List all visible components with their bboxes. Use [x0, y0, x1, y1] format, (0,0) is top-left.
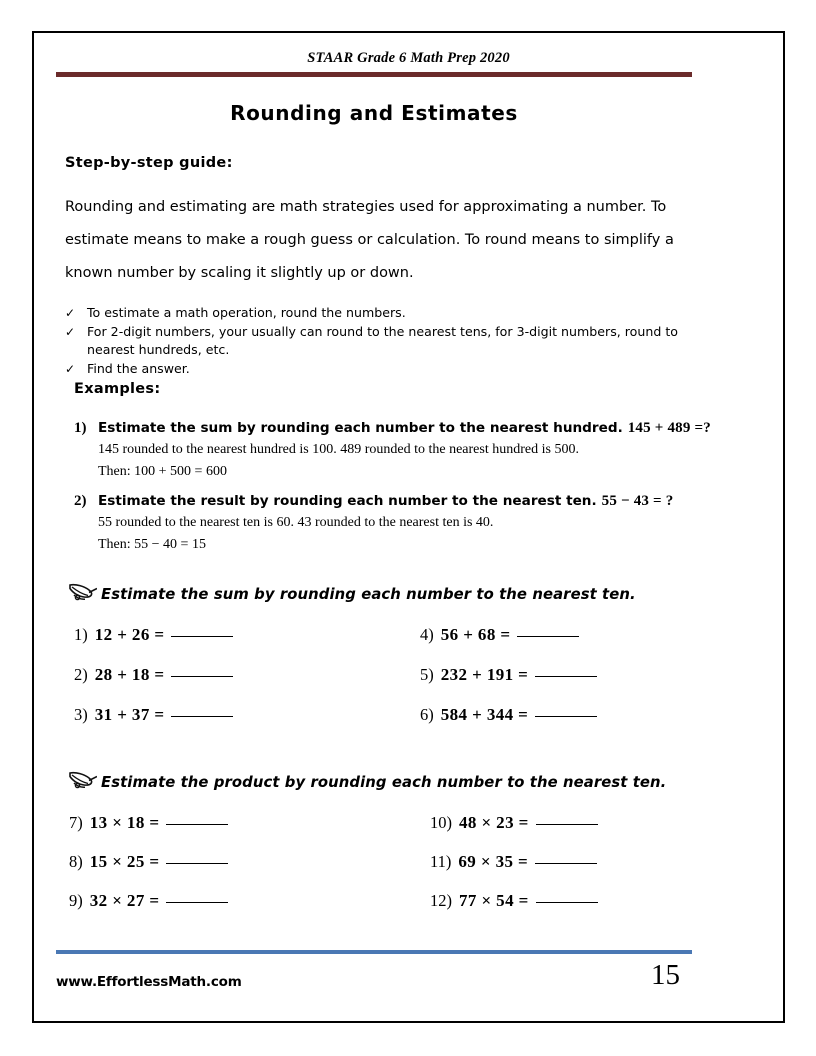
example-solution-line: 55 rounded to the nearest ten is 60. 43 rounded to the nearest ten is 40.: [98, 515, 494, 530]
problem-number: 1): [74, 625, 88, 644]
problem-expression: 584 + 344 =: [440, 705, 529, 724]
example-statement: Estimate the sum by rounding each number to the nearest hundred.: [98, 420, 623, 436]
problem-grid-sum: [65, 624, 705, 744]
lesson-paragraph: Rounding and estimating are math strategies used for approximating a number. To estimate means to make a rough guess or calculation. To round means to simplify a known number by scaling it slightly up or down.: [65, 199, 674, 281]
list-item-label: Find the answer.: [87, 361, 190, 376]
problem-expression: 32 × 27 =: [89, 891, 160, 910]
worked-example: [74, 490, 714, 556]
answer-blank[interactable]: [166, 824, 228, 825]
example-solution-line: 145 rounded to the nearest hundred is 100. 489 rounded to the nearest hundred is 500.: [98, 442, 579, 457]
problem-number: 12): [430, 891, 452, 910]
step-by-step-guide-label: Step-by-step guide:: [65, 155, 233, 171]
answer-blank[interactable]: [517, 636, 579, 637]
list-item-label: For 2-digit numbers, your usually can round to the nearest tens, for 3-digit numbers, round to nearest hundreds, etc.: [87, 324, 678, 357]
list-item: [65, 323, 685, 359]
problem-row: [420, 704, 705, 725]
problem-expression: 31 + 37 =: [94, 705, 165, 724]
problem-expression: 13 × 18 =: [89, 813, 160, 832]
header-rule: [56, 72, 692, 77]
page-number: 15: [651, 959, 680, 991]
exercise-title: Estimate the product by rounding each number to the nearest ten.: [101, 773, 667, 791]
worked-examples: [74, 417, 714, 556]
problem-row: [74, 704, 385, 725]
problem-row: [430, 890, 705, 911]
exercise-title: Estimate the sum by rounding each number to the nearest ten.: [101, 585, 636, 603]
problem-column-right: [385, 624, 705, 744]
examples-label: Examples:: [74, 381, 161, 397]
problem-expression: 69 × 35 =: [458, 852, 529, 871]
problem-row: [69, 890, 385, 911]
problem-number: 11): [430, 852, 452, 871]
answer-blank[interactable]: [535, 716, 597, 717]
lesson-content: [56, 155, 711, 929]
problem-column-left: [65, 812, 385, 929]
problem-number: 3): [74, 705, 88, 724]
answer-blank[interactable]: [536, 902, 598, 903]
answer-blank[interactable]: [536, 824, 598, 825]
problem-expression: 28 + 18 =: [94, 665, 165, 684]
problem-number: 5): [420, 665, 434, 684]
check-icon: ✓: [65, 325, 76, 339]
pen-nib-icon: [67, 770, 101, 794]
problem-row: [430, 851, 705, 872]
example-solution-line: Then: 55 − 40 = 15: [98, 537, 206, 552]
problem-row: [74, 664, 385, 685]
page-footer: [56, 950, 692, 990]
website-link[interactable]: www.EffortlessMath.com: [56, 974, 242, 990]
problem-number: 2): [74, 665, 88, 684]
problem-expression: 232 + 191 =: [440, 665, 529, 684]
page-content: [56, 31, 761, 1023]
problem-number: 8): [69, 852, 83, 871]
exercise-heading-sum: [67, 582, 692, 606]
exercise-heading-product: [67, 770, 692, 794]
problem-expression: 56 + 68 =: [440, 625, 511, 644]
example-statement: Estimate the result by rounding each number to the nearest ten.: [98, 493, 597, 509]
list-item: [65, 360, 685, 378]
footer-rule: [56, 950, 692, 954]
answer-blank[interactable]: [535, 676, 597, 677]
problem-expression: 48 × 23 =: [459, 813, 529, 832]
list-item: [65, 304, 685, 322]
problem-number: 4): [420, 625, 434, 644]
pen-nib-icon: [67, 582, 101, 606]
example-number: 1): [74, 420, 87, 436]
problem-row: [69, 812, 385, 833]
answer-blank[interactable]: [171, 716, 233, 717]
example-expression: 55 − 43 = ?: [601, 493, 674, 509]
problem-row: [430, 812, 705, 833]
answer-blank[interactable]: [166, 902, 228, 903]
running-head: STAAR Grade 6 Math Prep 2020: [307, 50, 510, 66]
answer-blank[interactable]: [535, 863, 597, 864]
problem-expression: 77 × 54 =: [459, 891, 529, 910]
example-expression: 145 + 489 =?: [627, 420, 711, 436]
page-title: Rounding and Estimates: [230, 101, 518, 125]
example-number: 2): [74, 493, 87, 509]
check-icon: ✓: [65, 306, 76, 320]
problem-number: 9): [69, 891, 83, 910]
example-solution-line: Then: 100 + 500 = 600: [98, 464, 227, 479]
check-icon: ✓: [65, 362, 76, 376]
list-item-label: To estimate a math operation, round the numbers.: [87, 305, 406, 320]
problem-column-right: [385, 812, 705, 929]
worked-example: [74, 417, 714, 483]
problem-row: [74, 624, 385, 645]
problem-number: 7): [69, 813, 83, 832]
problem-column-left: [65, 624, 385, 744]
problem-number: 10): [430, 813, 452, 832]
problem-expression: 15 × 25 =: [89, 852, 160, 871]
guide-bullet-list: [65, 304, 685, 378]
problem-row: [420, 624, 705, 645]
answer-blank[interactable]: [166, 863, 228, 864]
problem-number: 6): [420, 705, 434, 724]
answer-blank[interactable]: [171, 676, 233, 677]
problem-grid-product: [65, 812, 705, 929]
answer-blank[interactable]: [171, 636, 233, 637]
problem-row: [69, 851, 385, 872]
problem-row: [420, 664, 705, 685]
problem-expression: 12 + 26 =: [94, 625, 165, 644]
